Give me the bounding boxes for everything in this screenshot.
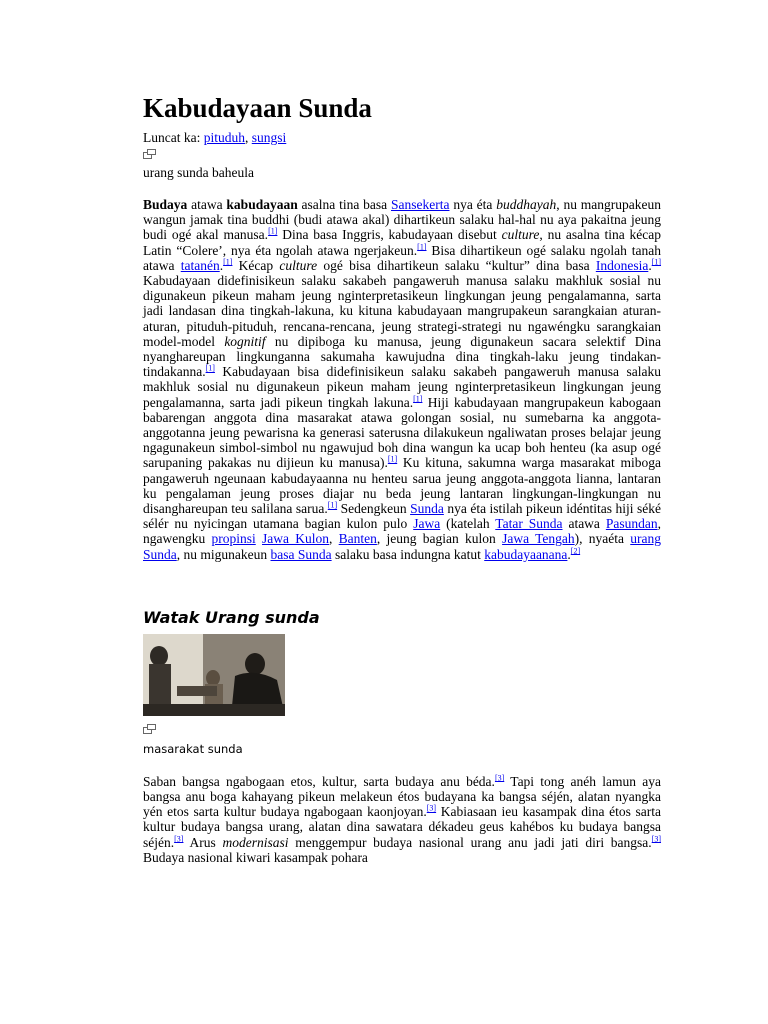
image-enlarge-icon[interactable] bbox=[143, 149, 156, 159]
jump-links bbox=[143, 130, 661, 146]
photo-illustration bbox=[143, 634, 285, 716]
cite-1[interactable]: [1] bbox=[268, 226, 278, 236]
jump-link-search[interactable]: sungsi bbox=[251, 130, 287, 145]
cite-3[interactable]: [3] bbox=[174, 834, 184, 844]
section-heading: Watak Urang sunda bbox=[143, 607, 320, 627]
link-jawa-kulon[interactable]: Jawa Kulon bbox=[262, 531, 330, 547]
link-jawa-tengah[interactable]: Jawa Tengah bbox=[502, 531, 575, 547]
cite-3[interactable]: [3] bbox=[426, 803, 437, 813]
article bbox=[143, 90, 661, 865]
cite-1[interactable]: [1] bbox=[205, 363, 215, 373]
image-caption: masarakat sunda bbox=[143, 741, 243, 756]
link-sunda[interactable]: Sunda bbox=[410, 501, 444, 517]
cite-3[interactable]: [3] bbox=[494, 773, 505, 783]
link-tatar-sunda[interactable]: Tatar Sunda bbox=[495, 516, 563, 532]
link-urang-sunda[interactable]: urang Sunda bbox=[143, 531, 661, 562]
link-banten[interactable]: Banten bbox=[338, 531, 377, 547]
cite-2[interactable]: [2] bbox=[570, 546, 581, 556]
cite-1[interactable]: [1] bbox=[413, 394, 423, 404]
cite-1[interactable]: [1] bbox=[387, 454, 398, 464]
link-tatanen[interactable]: tatanén bbox=[180, 257, 220, 273]
link-propinsi[interactable]: propinsi bbox=[211, 531, 256, 547]
cite-1[interactable]: [1] bbox=[651, 257, 662, 267]
cite-1[interactable]: [1] bbox=[223, 257, 233, 267]
link-sansekerta[interactable]: Sansekerta bbox=[391, 197, 450, 212]
link-basa-sunda[interactable]: basa Sunda bbox=[270, 546, 332, 562]
link-jawa[interactable]: Jawa bbox=[413, 516, 441, 532]
section-paragraph: Saban bangsa ngabogaan etos, kultur, sarta budaya anu béda.[3] Tapi tong anéh lamun aya bangsa anu boga kahayang pikeun melakeun étos budayana ka bangsa séjén, alatan nyangka yén etos sarta kultur budaya ngabogaan kaonjoyan.[3] Kabiasaan ieu kasampak dina étos sarta kultur budaya bangsa urang, alatan dina sawatara dékadeu geus kahébos ku budaya bangsa séjén.[3] Arus modernisasi menggempur budaya nasional urang anu jadi jati diri bangsa.[3] Budaya nasional kiwari kasampak pohara bbox=[143, 773, 662, 865]
link-pasundan[interactable]: Pasundan bbox=[605, 516, 658, 532]
cite-1[interactable]: [1] bbox=[327, 500, 338, 510]
jump-link-navigation[interactable]: pituduh bbox=[203, 130, 245, 145]
link-kabudayaanana[interactable]: kabudayaanana bbox=[484, 546, 568, 562]
jump-prefix: Luncat ka: bbox=[143, 130, 204, 145]
page-title: Kabudayaan Sunda bbox=[143, 93, 372, 123]
jump-separator: , bbox=[245, 130, 252, 145]
link-indonesia[interactable]: Indonesia bbox=[595, 257, 649, 273]
cite-3[interactable]: [3] bbox=[651, 834, 662, 844]
cite-1[interactable]: [1] bbox=[417, 242, 427, 252]
photo-masarakat-sunda[interactable] bbox=[143, 634, 285, 716]
image-enlarge-icon[interactable] bbox=[143, 724, 156, 734]
image-caption: urang sunda baheula bbox=[143, 165, 254, 180]
intro-paragraph: Budaya atawa kabudayaan asalna tina basa Sansekerta nya éta buddhayah, nu mangrupakeun wangun jamak tina buddhi (budi atawa akal) dihartikeun salaku hal-hal nu aya pakaitna jeung budi ogé akal manusa.[1] Dina basa Inggris, kabudayaan disebut culture, nu asalna tina kécap Latin “Colere’, nya éta ngolah atawa ngerjakeun.[1] Bisa dihartikeun ogé salaku ngolah tanah atawa tatanén.[1] Kécap culture ogé bisa dihartikeun salaku “kultur” dina basa Indonesia.[1] Kabudayaan didefinisikeun salaku sakabeh pangaweruh manusa salaku makhluk sosial nu digunakeun pikeun maham jeung nginterpretasikeun lingkungan jeung pengalamanna, sarta jadi landasan dina tingkah-lakuna, ku kituna kabudayaan mangrupakeun sarangkaian aturan-aturan, pituduh-pituduh, rencana-rencana, jeung strategi-strategi nu ngawéngku sarangkaian model-model kognitif nu dipiboga ku manusa, jeung digunakeun sacara selektif Dina nyanghareupan lingkunganna sakumaha kawujudna dina tingkah-laku jeung tindakan-tindakanna.[1] Kabudayaan bisa didefinisikeun salaku sakabeh pangaweruh manusa salaku makhluk sosial nu digunakeun pikeun maham jeung nginterpretasikeun lingkungan jeung pengalamanna, sarta jadi pikeun tingkah lakuna.[1] Hiji kabudayaan mangrupakeun kabogaan babarengan anggota dina masarakat atawa golongan sosial, nu sumebarna ka anggota-anggotanna jeung pewarisna ka generasi saterusna dilakukeun ngaliwatan proses belajar jeung ngagunakeun simbol-simbol nu ngawujud boh dina wangun ka ucap boh henteu (ka asup ogé sarupaning pakakas nu dijieun ku manusa).[1] Ku kituna, sakumna warga masarakat miboga pangaweruh ngeunaan kabudayaanna nu henteu sarua jeung anggota-anggota lianna, lantaran ku pengalaman jeung proses diajar nu beda jeung lantaran lingkungan-lingkungan nu disanghareupan teu salilana sarua.[1] Sedengkeun Sunda nya éta istilah pikeun idéntitas hiji séké sélér nu nyicingan utamana bagian kulon pulo Jawa (katelah Tatar Sunda atawa Pasundan, ngawengku propinsi Jawa Kulon, Banten, jeung bagian kulon Jawa Tengah), nyaéta urang Sunda, nu migunakeun basa Sunda salaku basa indungna katut kabudayaanana.[2] bbox=[143, 197, 662, 562]
